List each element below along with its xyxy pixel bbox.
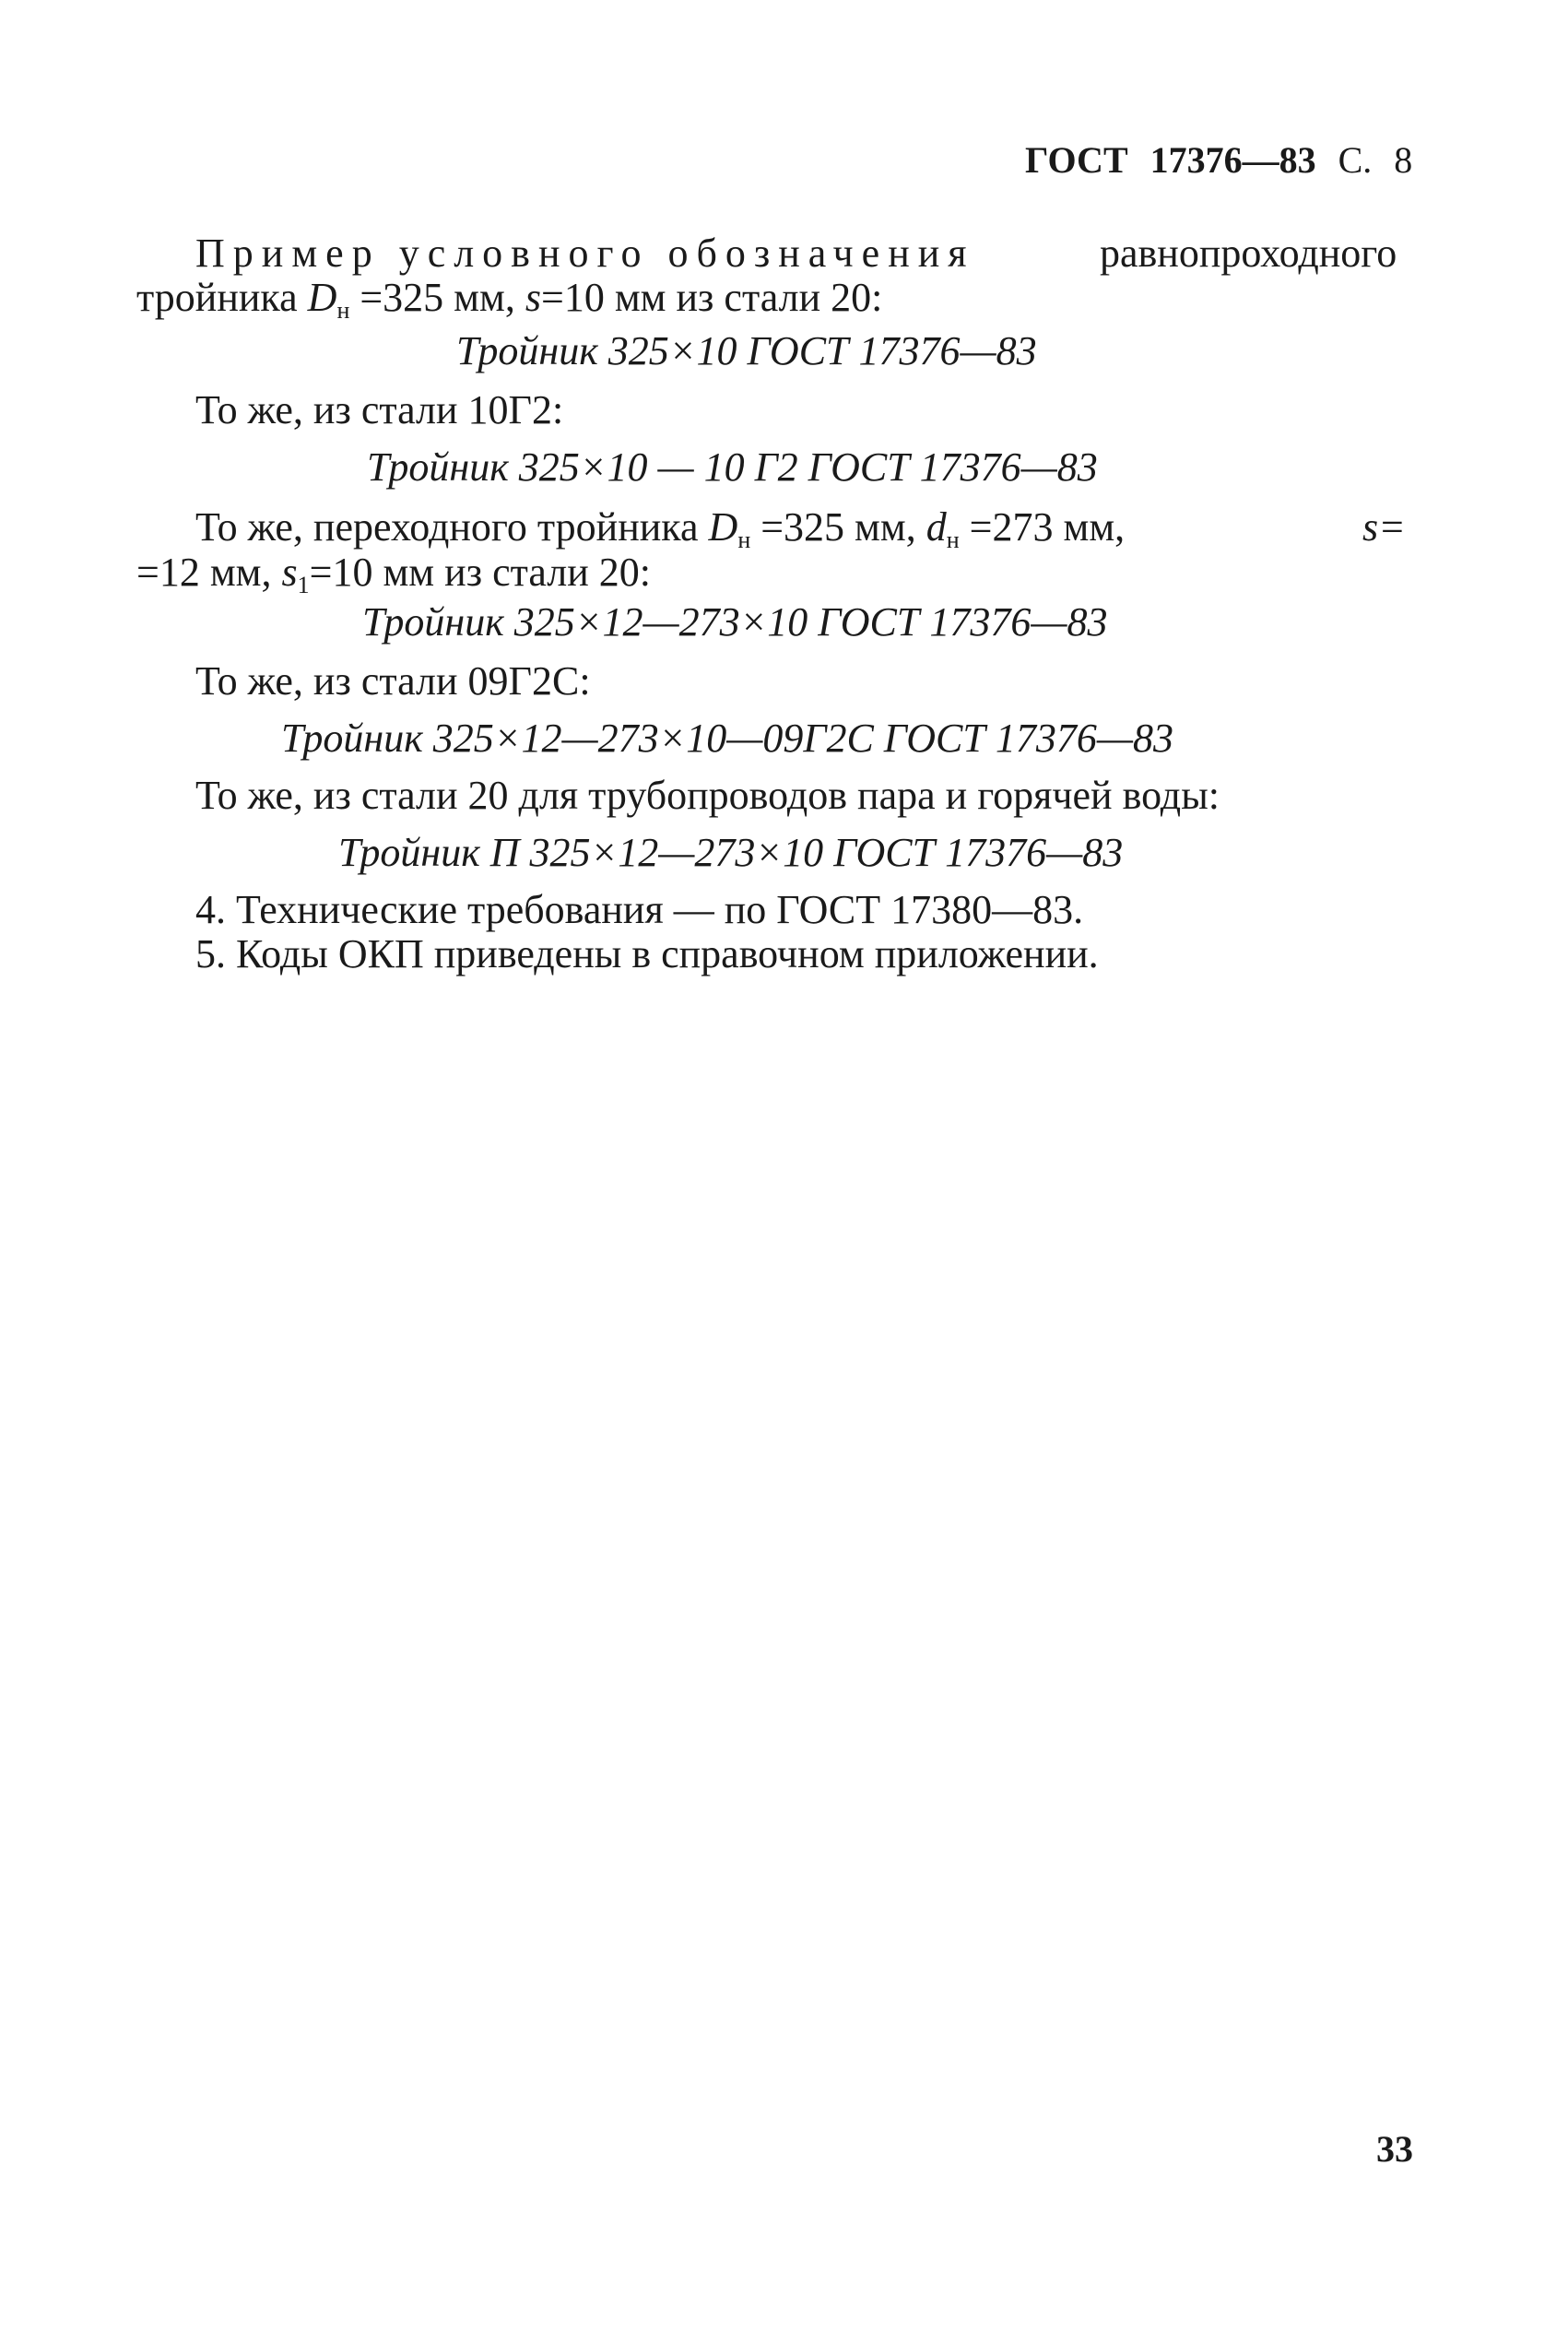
symbol-D-subscript: н: [737, 527, 751, 553]
designation-4: Тройник 325×12—273×10—09Г2С ГОСТ 17376—83: [281, 716, 1173, 761]
para-1-right-word: равнопроходного: [1100, 231, 1397, 276]
designation-3: Тройник 325×12—273×10 ГОСТ 17376—83: [362, 599, 1108, 645]
para-3-s-equals: [1362, 503, 1406, 552]
para-2: То же, из стали 10Г2:: [195, 387, 564, 432]
para-1-text-c: =10 мм из стали 20:: [541, 275, 883, 320]
symbol-s: s: [525, 275, 541, 320]
para-1-line-1: [195, 229, 975, 278]
para-3-text-e: =10 мм из стали 20:: [309, 550, 652, 595]
symbol-s1: s: [281, 550, 298, 595]
page-label: С. 8: [1338, 139, 1413, 181]
para-1-line-1-right: [1100, 229, 1397, 278]
para-1-spaced-text: Пример условного обозначения: [195, 231, 975, 276]
standard-number: ГОСТ 17376—83: [1025, 139, 1316, 181]
item-4: 4. Технические требования — по ГОСТ 17380—83.: [195, 887, 1084, 932]
page-number: 33: [1376, 2128, 1413, 2170]
designation-1: Тройник 325×10 ГОСТ 17376—83: [456, 328, 1037, 373]
symbol-s-equals: s=: [1362, 504, 1406, 550]
symbol-D: D: [307, 275, 337, 320]
item-5: 5. Коды ОКП приведены в справочном приложении.: [195, 931, 1099, 976]
para-1-text-a: тройника: [136, 275, 298, 320]
symbol-D-subscript: н: [336, 297, 350, 324]
para-4: То же, из стали 09Г2С:: [195, 658, 591, 704]
symbol-D: D: [708, 504, 738, 550]
symbol-s1-subscript: 1: [297, 572, 310, 598]
designation-2: Тройник 325×10 — 10 Г2 ГОСТ 17376—83: [367, 444, 1098, 490]
para-3-text-c: =273 мм,: [969, 504, 1126, 550]
para-1-text-b: =325 мм,: [360, 275, 515, 320]
running-header: [1025, 138, 1412, 182]
para-3-text-d: =12 мм,: [136, 550, 272, 595]
para-3-text-b: =325 мм,: [760, 504, 916, 550]
symbol-d: d: [925, 504, 947, 550]
para-3-text-a: То же, переходного тройника: [195, 504, 699, 550]
para-5: То же, из стали 20 для трубопроводов пара и горячей воды:: [195, 773, 1220, 818]
symbol-d-subscript: н: [946, 527, 960, 553]
designation-5: Тройник П 325×12—273×10 ГОСТ 17376—83: [338, 830, 1124, 875]
